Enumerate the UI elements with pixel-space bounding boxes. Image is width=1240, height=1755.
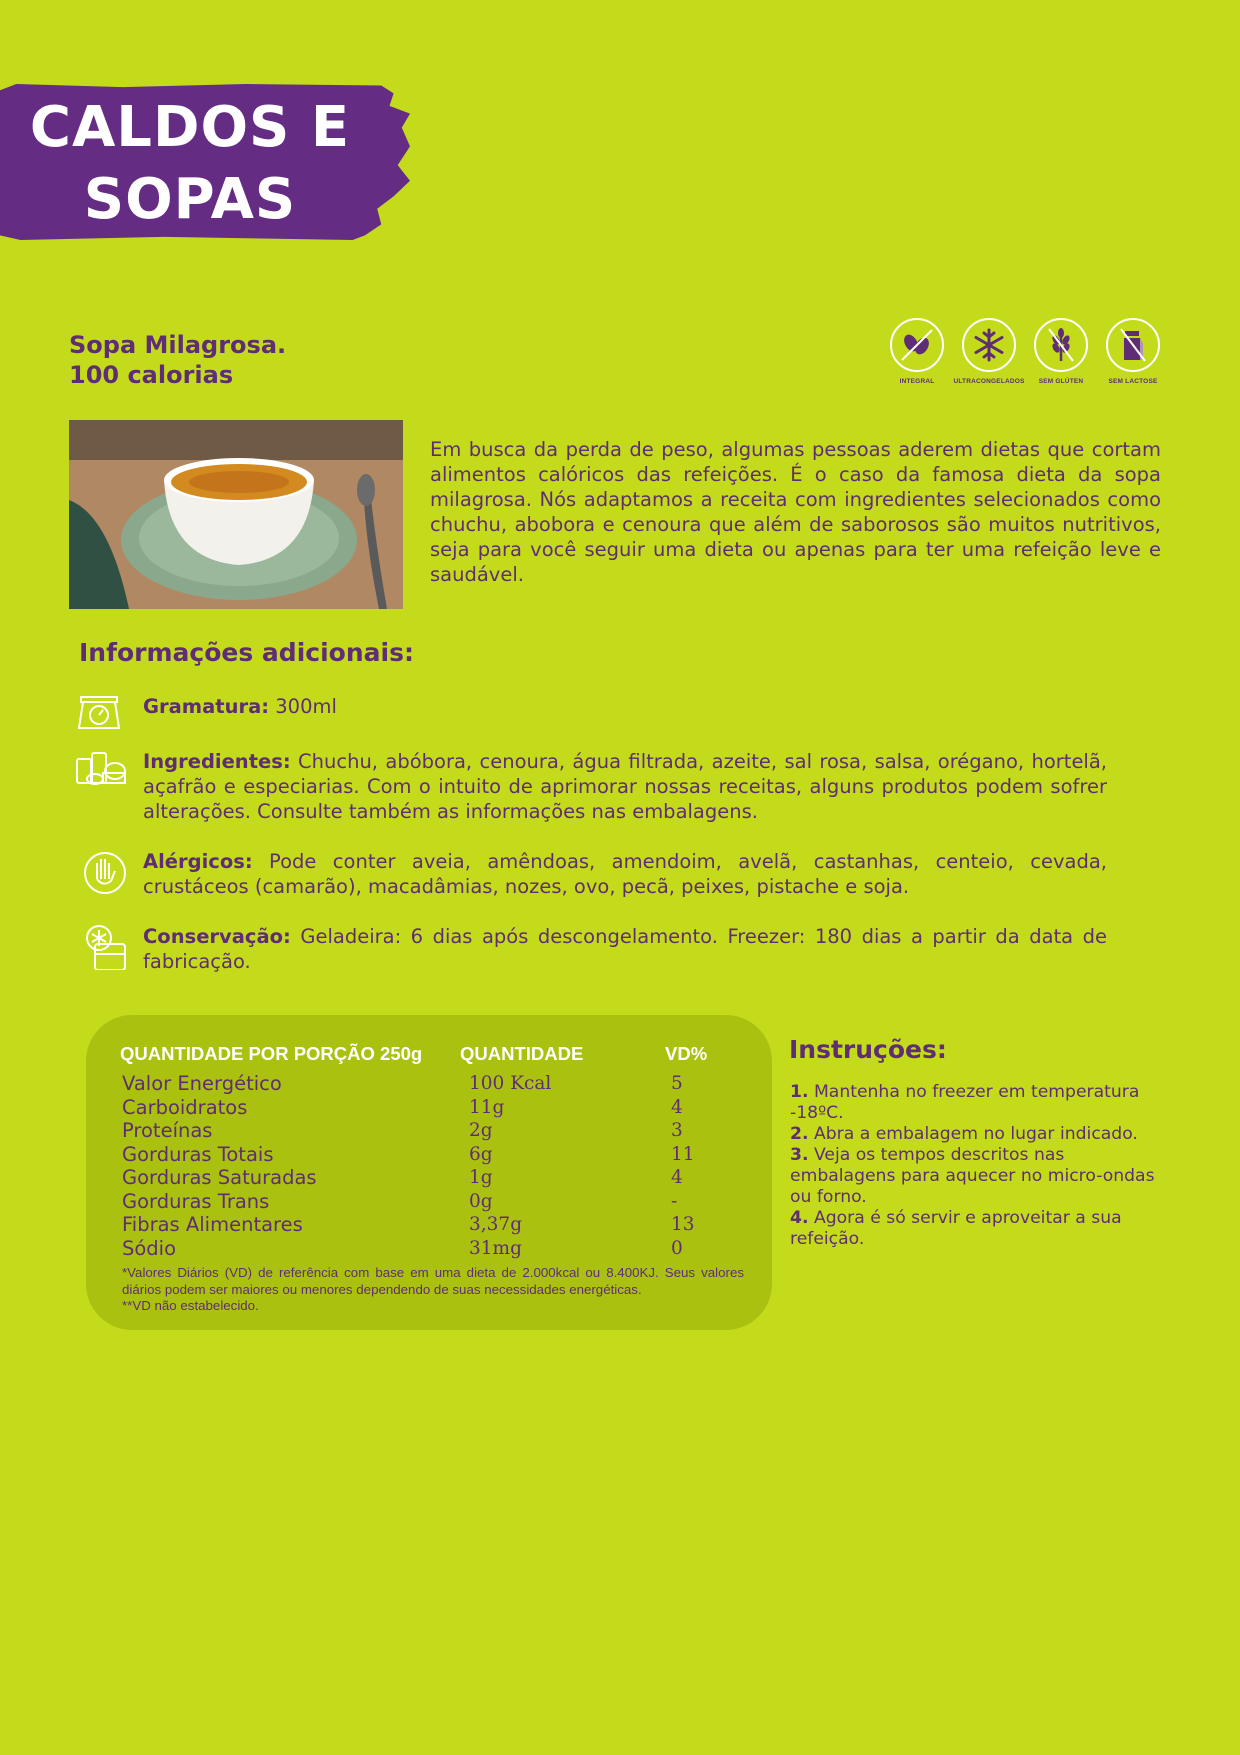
instruction-number: 3. [790, 1145, 809, 1165]
nutrient-name: Fibras Alimentares [122, 1213, 303, 1237]
instruction-step [790, 1082, 1162, 1124]
nutrient-name: Gorduras Trans [122, 1189, 270, 1213]
nutrient-name: Proteínas [122, 1119, 213, 1143]
nutrition-row [122, 1072, 742, 1096]
nutrition-footnote [122, 1265, 744, 1315]
badge-label: SEM GLÚTEN [1038, 378, 1084, 385]
alergicos-value: Pode conter aveia, amêndoas, amendoim, avelã, castanhas, centeio, cevada, crustáceos (camarão), macadâmias, nozes, ovo, pecã, peixes, pistache e soja. [143, 850, 1107, 898]
instruction-step [790, 1145, 1162, 1208]
nutrient-quantity: 2g [469, 1120, 493, 1142]
nutrition-rows [122, 1072, 742, 1260]
category-title-line2: SOPAS [83, 167, 297, 232]
badge-sem-gluten [1032, 318, 1090, 385]
nutrition-table [86, 1015, 772, 1330]
instruction-text: Mantenha no freezer em temperatura -18ºC. [790, 1082, 1140, 1123]
category-title-line1: CALDOS E [29, 95, 351, 160]
instruction-step [790, 1208, 1162, 1250]
nutrient-vd: 3 [671, 1120, 683, 1142]
nutrition-footnote-not-established: **VD não estabelecido. [122, 1298, 259, 1313]
badge-label: ULTRACONGELADOS [953, 378, 1025, 385]
nutrition-row [122, 1190, 742, 1214]
nutrition-header-vd: VD% [665, 1043, 708, 1064]
instructions-heading: Instruções: [789, 1035, 947, 1064]
info-alergicos [73, 849, 1107, 899]
nutrient-name: Carboidratos [122, 1095, 248, 1119]
gramatura-text [143, 694, 1107, 740]
integral-grain-icon [890, 318, 944, 372]
info-gramatura [73, 694, 1107, 740]
instruction-text: Veja os tempos descritos nas embalagens para aquecer no micro-ondas ou forno. [790, 1145, 1155, 1207]
snowflake-icon [962, 318, 1016, 372]
badge-sem-lactose [1104, 318, 1162, 385]
hand-stop-icon [73, 849, 129, 895]
category-title [0, 92, 380, 236]
nutrition-row [122, 1096, 742, 1120]
milk-carton-crossed-icon [1106, 318, 1160, 372]
instruction-number: 1. [790, 1082, 809, 1102]
ingredientes-text [143, 749, 1107, 824]
diet-badges [888, 318, 1162, 385]
badge-label: SEM LACTOSE [1108, 378, 1158, 385]
nutrient-vd: 5 [671, 1073, 683, 1095]
product-description: Em busca da perda de peso, algumas pessoas aderem dietas que cortam alimentos calóricos das refeições. É o caso da famosa dieta da sopa milagrosa. Nós adaptamos a receita com ingredientes selecionados como chuchu, abobora e cenoura que além de saborosos são muitos nutritivos, seja para você seguir uma dieta ou apenas para ter uma refeição leve e saudável. [430, 438, 1161, 586]
nutrient-name: Sódio [122, 1236, 177, 1260]
nutrient-quantity: 11g [469, 1096, 505, 1118]
nutrient-quantity: 100 Kcal [469, 1073, 552, 1095]
groceries-icon [73, 749, 129, 795]
nutrition-row [122, 1166, 742, 1190]
product-title [69, 330, 286, 390]
nutrient-quantity: 3,37g [469, 1214, 523, 1236]
additional-info-heading: Informações adicionais: [79, 638, 414, 667]
ingredientes-label: Ingredientes: [143, 750, 291, 773]
info-ingredientes [73, 749, 1107, 824]
nutrient-vd: - [671, 1190, 678, 1212]
nutrition-row [122, 1213, 742, 1237]
scale-icon [73, 694, 129, 740]
badge-integral [888, 318, 946, 385]
freezer-icon [73, 924, 129, 970]
nutrient-vd: 0 [671, 1237, 683, 1259]
alergicos-text [143, 849, 1107, 899]
instruction-number: 2. [790, 1124, 809, 1144]
product-photo [69, 420, 403, 609]
instruction-text: Abra a embalagem no lugar indicado. [813, 1124, 1138, 1144]
nutrient-quantity: 1g [469, 1167, 493, 1189]
nutrition-row [122, 1143, 742, 1167]
nutrition-header-quantity: QUANTIDADE [460, 1043, 584, 1064]
conservacao-label: Conservação: [143, 925, 291, 948]
instructions-list [790, 1082, 1162, 1250]
conservacao-value: Geladeira: 6 dias após descongelamento. Freezer: 180 dias a partir da data de fabricação. [143, 925, 1108, 973]
nutrient-quantity: 6g [469, 1143, 493, 1165]
nutrient-vd: 11 [671, 1143, 695, 1165]
product-calories: 100 calorias [69, 361, 234, 389]
nutrient-quantity: 0g [469, 1190, 493, 1212]
nutrition-footnote-vd: *Valores Diários (VD) de referência com base em uma dieta de 2.000kcal ou 8.400KJ. Seus valores diários podem ser maiores ou menores dependendo de suas necessidades energéticas. [122, 1265, 744, 1297]
alergicos-label: Alérgicos: [143, 850, 253, 873]
nutrition-row [122, 1237, 742, 1261]
badge-ultracongelados [953, 318, 1025, 385]
gramatura-value: 300ml [275, 695, 337, 718]
instruction-number: 4. [790, 1208, 809, 1228]
nutrition-row [122, 1119, 742, 1143]
nutrient-name: Gorduras Saturadas [122, 1166, 317, 1190]
nutrient-name: Gorduras Totais [122, 1142, 274, 1166]
badge-label: INTEGRAL [899, 378, 935, 385]
instruction-text: Agora é só servir e aproveitar a sua refeição. [790, 1208, 1122, 1249]
gramatura-label: Gramatura: [143, 695, 270, 718]
wheat-crossed-icon [1034, 318, 1088, 372]
info-conservacao [73, 924, 1107, 974]
nutrient-name: Valor Energético [122, 1072, 282, 1096]
product-name: Sopa Milagrosa. [69, 331, 287, 359]
nutrient-vd: 4 [671, 1096, 683, 1118]
nutrient-quantity: 31mg [469, 1237, 522, 1259]
nutrition-header-portion: QUANTIDADE POR PORÇÃO 250g [120, 1043, 423, 1064]
nutrient-vd: 4 [671, 1167, 683, 1189]
instruction-step [790, 1124, 1162, 1145]
conservacao-text [143, 924, 1107, 974]
nutrient-vd: 13 [671, 1214, 695, 1236]
ingredientes-value: Chuchu, abóbora, cenoura, água filtrada, azeite, sal rosa, salsa, orégano, hortelã, açafrão e especiarias. Com o intuito de aprimorar nossas receitas, alguns produtos podem sofrer alterações. Consulte também as informações nas embalagens. [143, 750, 1108, 823]
